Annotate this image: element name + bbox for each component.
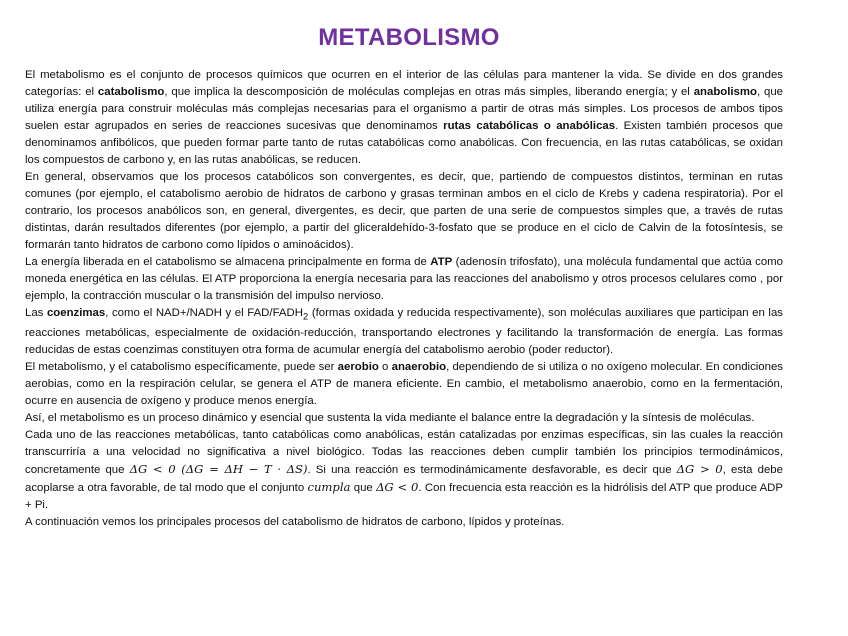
term-catabolismo: catabolismo (97, 86, 165, 98)
subscript: 2 (302, 311, 309, 323)
equation-gibbs: ΔG < 0 (ΔG = ΔH − T · ΔS) (129, 462, 308, 477)
term-coenzimas: coenzimas (46, 307, 106, 319)
equation-dg-negative: ΔG < 0 (376, 480, 419, 495)
text-run: . Si una reacción es termodinámicamente desfavorable, es decir que (307, 464, 677, 477)
text-run: (formas oxidada y reducida respectivamente), son moléculas auxiliares que participan en las reacciones metabólicas, especialmente de oxidación-reducción, transportando electrones y facilitando la transformación de energía. Las formas reducidas de estas coenzimas constituyen otra forma de acumular energía del catabolismo aerobio (poder reductor). (25, 307, 783, 357)
text-run: , esta debe acoplarse a otra favorable, de tal modo que el conjunto (25, 464, 783, 495)
text-run: . Existen también procesos que denominamos anfibólicos, que pueden formar parte tanto de rutas catabólicas como anabólicas. Con frecuencia, en las rutas catabólicas, se oxidan los compuestos de carbono y, en las rutas anabólicas, se reducen. (25, 120, 783, 166)
paragraph-definition (25, 67, 783, 169)
text-run: , que utiliza energía para construir moléculas más complejas necesarias para el organismo a partir de otras más simples. Los procesos de ambos tipos suelen estar agrupados en series de reacciones sucesivas que denominamos (25, 86, 783, 132)
math-word: cumpla (307, 480, 351, 495)
text-run: (adenosín trifosfato), una molécula fundamental que actúa como moneda energética en las células. El ATP proporciona la energía necesaria para las reacciones del anabolismo y otros procesos celulares como , por ejemplo, la contracción muscular o la transmisión del impulso nervioso. (25, 256, 783, 302)
paragraph-convergent: En general, observamos que los procesos catabólicos son convergentes, es decir, que, partiendo de compuestos distintos, terminan en rutas comunes (por ejemplo, el catabolismo aerobio de hidratos de carbono y grasas terminan ambos en el ciclo de Krebs y cadena respiratoria). Por el contrario, los procesos anabólicos son, en general, divergentes, es decir, que parten de una serie de compuestos simples que, a través de rutas distintas, darán resultados diferentes (por ejemplo, a partir del gliceraldehído-3-fosfato que se produce en el ciclo de Calvin de la fotosíntesis, se formarán tanto hidratos de carbono como lípidos o aminoácidos). (25, 171, 783, 251)
text-run: Cada uno de las reacciones metabólicas, tanto catabólicas como anabólicas, están catalizadas por enzimas específicas, sin las cuales la reacción transcurriría a una velocidad no significativa a nivel biológico. Todas las reacciones deben cumplir también los principios termodinámicos, concretamente que (25, 429, 783, 477)
text-run: o (378, 361, 392, 374)
text-run: La energía liberada en el catabolismo se almacena principalmente en forma de (25, 256, 431, 268)
text-run: . Con frecuencia esta reacción es la hidrólisis del ATP que produce ADP + Pi. (25, 482, 783, 512)
text-run: El metabolismo es el conjunto de procesos químicos que ocurren en el interior de las células para mantener la vida. Se divide en dos grandes categorías: el (25, 69, 783, 98)
term-rutas: rutas catabólicas o anabólicas (443, 120, 616, 132)
page-title: METABOLISMO (318, 24, 500, 51)
term-atp: ATP (430, 256, 453, 268)
term-aerobio: aerobio (337, 361, 379, 374)
equation-dg-positive: ΔG > 0 (676, 462, 723, 477)
paragraph-continuacion: A continuación vemos los principales procesos del catabolismo de hidratos de carbono, lípidos y proteínas. (25, 516, 565, 529)
paragraph-aerobio (25, 359, 783, 410)
text-run: , como el NAD+/NADH y el FAD/FADH (105, 307, 303, 319)
text-run: El metabolismo, y el catabolismo específicamente, puede ser (25, 361, 338, 374)
paragraph-coenzimas (25, 305, 783, 359)
term-anaerobio: anaerobio (391, 361, 447, 374)
term-anabolismo: anabolismo (693, 86, 757, 98)
text-run: , que implica la descomposición de moléculas complejas en otras más simples, liberando energía; y el (164, 86, 694, 98)
paragraph-balance: Así, el metabolismo es un proceso dinámico y esencial que sustenta la vida mediante el balance entre la degradación y la síntesis de moléculas. (25, 412, 755, 425)
paragraph-atp (25, 254, 783, 305)
text-run: que (350, 482, 377, 495)
text-run: , dependiendo de si utiliza o no oxígeno molecular. En condiciones aerobias, como en la respiración celular, se genera el ATP de manera eficiente. En cambio, el metabolismo anaerobio, como en la fermentación, ocurre en ausencia de oxígeno y produce menos energía. (25, 361, 783, 408)
paragraph-termodinamica (25, 427, 783, 514)
body-text (25, 67, 783, 531)
text-run: Las (25, 307, 47, 319)
